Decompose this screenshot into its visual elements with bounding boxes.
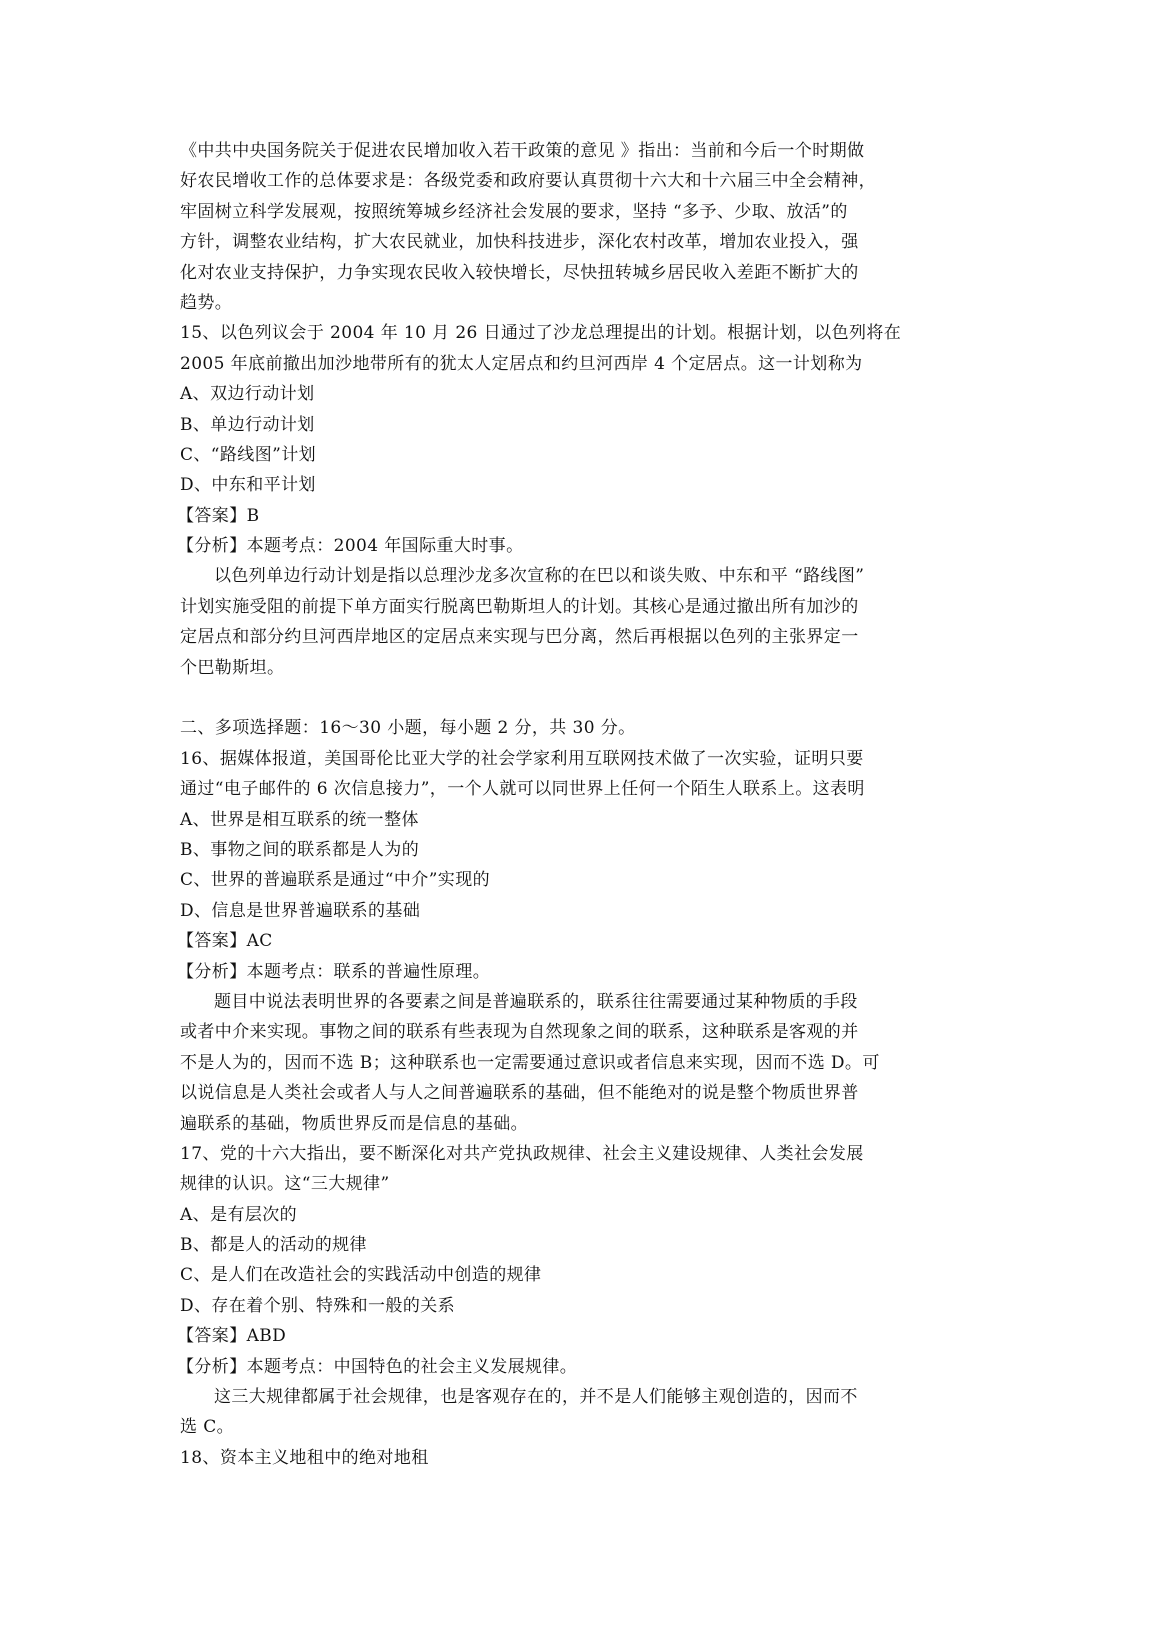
analysis-text: 选 C。 bbox=[180, 1417, 235, 1438]
text-line: 趋势。 bbox=[180, 292, 233, 313]
option-d: D、中东和平计划 bbox=[180, 475, 316, 496]
analysis-text: 个巴勒斯坦。 bbox=[180, 657, 285, 678]
analysis-text: 遍联系的基础，物质世界反而是信息的基础。 bbox=[180, 1113, 528, 1134]
question-stem: 通过“电子邮件的 6 次信息接力”，一个人就可以同世界上任何一个陌生人联系上。这表明 bbox=[180, 779, 865, 800]
text-line: 方针，调整农业结构，扩大农民就业，加快科技进步，深化农村改革，增加农业投入，强 bbox=[180, 232, 859, 253]
question-stem: 2005 年底前撤出加沙地带所有的犹太人定居点和约旦河西岸 4 个定居点。这一计划称为 bbox=[180, 353, 863, 374]
option-d: D、信息是世界普遍联系的基础 bbox=[180, 900, 421, 921]
text-line: 《中共中央国务院关于促进农民增加收入若干政策的意见 》指出：当前和今后一个时期做 bbox=[180, 141, 865, 161]
option-c: C、世界的普遍联系是通过“中介”实现的 bbox=[180, 870, 490, 891]
text-line: 化对农业支持保护，力争实现农民收入较快增长，尽快扭转城乡居民收入差距不断扩大的 bbox=[180, 262, 859, 283]
option-b: B、单边行动计划 bbox=[180, 414, 315, 435]
text-line: 牢固树立科学发展观，按照统筹城乡经济社会发展的要求，坚持 “多予、少取、放活”的 bbox=[180, 201, 848, 222]
analysis-text: 定居点和部分约旦河西岸地区的定居点来实现与巴分离，然后再根据以色列的主张界定一 bbox=[180, 627, 859, 648]
blank-line bbox=[180, 683, 990, 713]
option-d: D、存在着个别、特殊和一般的关系 bbox=[180, 1295, 456, 1316]
question-stem: 18、资本主义地租中的绝对地租 bbox=[180, 1447, 429, 1468]
analysis-text: 这三大规律都属于社会规律，也是客观存在的，并不是人们能够主观创造的，因而不 bbox=[214, 1387, 858, 1408]
intro-paragraph bbox=[180, 136, 990, 318]
question-15 bbox=[177, 318, 990, 683]
analysis-text: 不是人为的，因而不选 B；这种联系也一定需要通过意识或者信息来实现，因而不选 D。可 bbox=[180, 1052, 880, 1073]
text-line: 好农民增收工作的总体要求是：各级党委和政府要认真贯彻十六大和十六届三中全会精神， bbox=[180, 171, 876, 192]
section-heading: 二、多项选择题：16～30 小题，每小题 2 分，共 30 分。 bbox=[180, 718, 636, 739]
analysis-text: 以说信息是人类社会或者人与人之间普遍联系的基础，但不能绝对的说是整个物质世界普 bbox=[180, 1083, 859, 1104]
answer-label: 【答案】AC bbox=[177, 931, 273, 952]
option-b: B、都是人的活动的规律 bbox=[180, 1235, 367, 1256]
option-b: B、事物之间的联系都是人为的 bbox=[180, 839, 420, 860]
option-a: A、是有层次的 bbox=[180, 1204, 298, 1225]
analysis-text: 计划实施受阻的前提下单方面实行脱离巴勒斯坦人的计划。其核心是通过撤出所有加沙的 bbox=[180, 596, 859, 617]
question-16 bbox=[177, 744, 990, 1139]
analysis-heading: 【分析】本题考点：中国特色的社会主义发展规律。 bbox=[177, 1356, 578, 1377]
analysis-text: 题目中说法表明世界的各要素之间是普遍联系的，联系往往需要通过某种物质的手段 bbox=[214, 991, 858, 1012]
answer-label: 【答案】B bbox=[177, 505, 260, 526]
option-c: C、“路线图”计划 bbox=[180, 444, 316, 465]
question-stem: 17、党的十六大指出，要不断深化对共产党执政规律、社会主义建设规律、人类社会发展 bbox=[180, 1143, 864, 1164]
analysis-heading: 【分析】本题考点：2004 年国际重大时事。 bbox=[177, 536, 524, 557]
option-c: C、是人们在改造社会的实践活动中创造的规律 bbox=[180, 1265, 542, 1286]
answer-label: 【答案】ABD bbox=[177, 1326, 287, 1347]
question-17 bbox=[177, 1139, 990, 1443]
analysis-text: 或者中介来实现。事物之间的联系有些表现为自然现象之间的联系，这种联系是客观的并 bbox=[180, 1022, 859, 1043]
analysis-text: 以色列单边行动计划是指以总理沙龙多次宣称的在巴以和谈失败、中东和平 “路线图” bbox=[214, 566, 865, 587]
question-stem: 15、以色列议会于 2004 年 10 月 26 日通过了沙龙总理提出的计划。根据计划，以色列将在 bbox=[180, 323, 902, 344]
option-a: A、世界是相互联系的统一整体 bbox=[180, 809, 419, 830]
question-18 bbox=[180, 1443, 990, 1473]
analysis-heading: 【分析】本题考点：联系的普遍性原理。 bbox=[177, 961, 491, 982]
question-stem: 规律的认识。这“三大规律” bbox=[180, 1174, 390, 1195]
document-body bbox=[177, 136, 990, 1473]
question-stem: 16、据媒体报道，美国哥伦比亚大学的社会学家利用互联网技术做了一次实验，证明只要 bbox=[180, 748, 864, 769]
option-a: A、双边行动计划 bbox=[180, 384, 315, 405]
